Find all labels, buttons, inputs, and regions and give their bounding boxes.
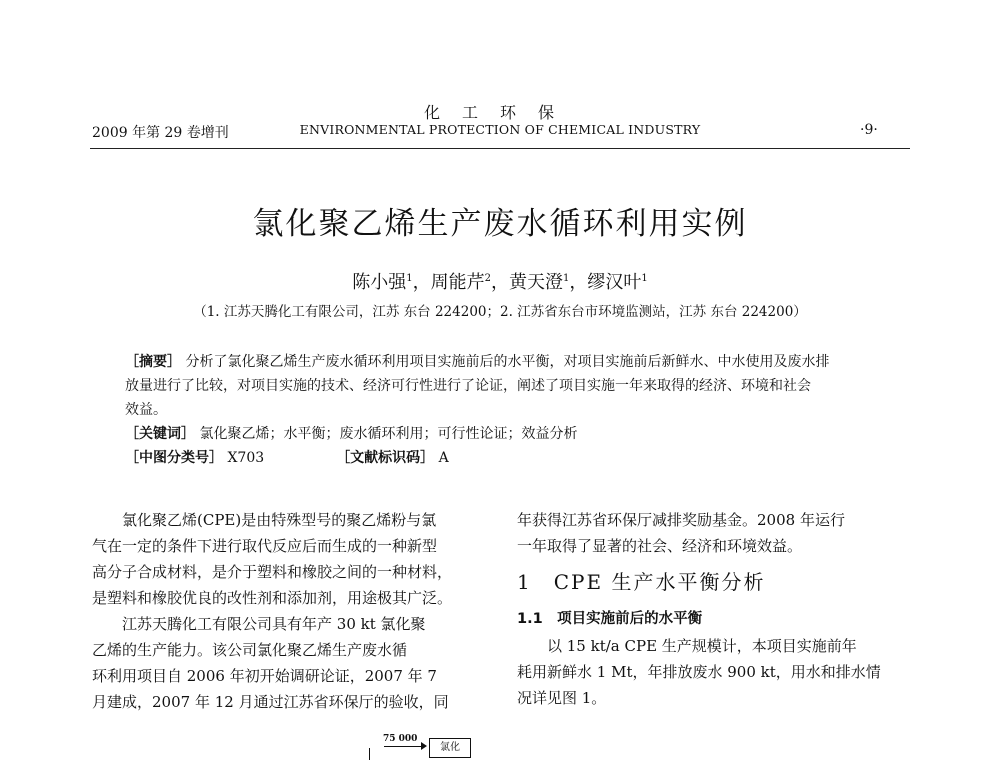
doc-code: A [438, 450, 449, 466]
keywords-line [125, 422, 885, 446]
page-number: ·9· [860, 122, 878, 138]
body-line: 江苏天腾化工有限公司具有年产 30 kt 氯化聚 [122, 615, 426, 633]
author-list: 陈小强$^1$，周能芹$^2$，黄天澄$^1$，缪汉叶$^1$ [352, 272, 648, 293]
body-line: 氯化聚乙烯(CPE)是由特殊型号的聚乙烯粉与氯 [122, 511, 437, 529]
body-line: 高分子合成材料，是介于塑料和橡胶之间的一种材料， [92, 563, 453, 581]
figure-flow-value: 75 000 [383, 734, 418, 744]
body-line: 环利用项目自 2006 年初开始调研论证，2007 年 7 [92, 667, 437, 685]
author-name: 周能芹 [430, 272, 485, 293]
issue-info: 2009 年第 29 卷增刊 [92, 125, 229, 141]
section-heading: 1 CPE 生产水平衡分析 [517, 570, 766, 594]
clc-code: X703 [227, 450, 265, 466]
journal-name-en: ENVIRONMENTAL PROTECTION OF CHEMICAL INDUSTRY [299, 122, 701, 137]
body-line: 况详见图 1。 [517, 689, 607, 707]
author-name: 缪汉叶 [587, 272, 642, 293]
arrow-right-icon [421, 742, 427, 750]
keywords: 氯化聚乙烯；水平衡；废水循环利用；可行性论证；效益分析 [199, 426, 578, 442]
author-name: 陈小强 [352, 272, 407, 293]
body-line: 以 15 kt/a CPE 生产规模计，本项目实施前年 [547, 637, 857, 655]
abstract-line: 效益。 [125, 402, 167, 418]
body-line: 一年取得了显著的社会、经济和环境效益。 [517, 537, 803, 555]
journal-name-cn: 化工环保 [423, 103, 576, 122]
article-title: 氯化聚乙烯生产废水循环利用实例 [252, 206, 748, 242]
body-line: 月建成，2007 年 12 月通过江苏省环保厅的验收，同 [92, 693, 449, 711]
author-affiliation-mark: 2 [484, 273, 491, 284]
subsection-heading: 1.1 项目实施前后的水平衡 [517, 611, 703, 627]
figure-connector-line [369, 748, 370, 760]
body-left-column [92, 507, 490, 715]
figure-arrow-line [384, 746, 424, 747]
abstract-text: 分析了氯化聚乙烯生产废水循环利用项目实施前后的水平衡，对项目实施前后新鲜水、中水使用及废水排 [185, 354, 830, 370]
abstract-line [125, 350, 885, 374]
body-line: 气在一定的条件下进行取代反应后而生成的一种新型 [92, 537, 438, 555]
author-affiliation-mark: 1 [563, 273, 570, 284]
header-rule [90, 148, 910, 149]
author-affiliation-mark: 1 [406, 273, 413, 284]
author-name: 黄天澄 [509, 272, 563, 293]
body-line: 乙烯的生产能力。该公司氯化聚乙烯生产废水循 [92, 641, 408, 659]
figure-process-box: 氯化 [429, 738, 471, 758]
body-line: 是塑料和橡胶优良的改性剂和添加剂，用途极其广泛。 [92, 589, 453, 607]
classification-line [125, 446, 885, 470]
doc-code-label: ［文献标识码］ [336, 450, 435, 466]
clc-label: ［中图分类号］ [125, 450, 223, 466]
body-right-column [517, 507, 912, 711]
abstract-block [125, 350, 885, 470]
body-line: 年获得江苏省环保厅减排奖励基金。2008 年运行 [517, 511, 845, 529]
affiliations: （1. 江苏天腾化工有限公司，江苏 东台 224200；2. 江苏省东台市环境监测站，江苏 东台 224200） [193, 304, 807, 320]
abstract-label: ［摘要］ [125, 354, 181, 370]
body-line: 耗用新鲜水 1 Mt，年排放废水 900 kt，用水和排水情 [517, 663, 881, 681]
keywords-label: ［关键词］ [125, 426, 195, 442]
author-affiliation-mark: 1 [641, 273, 648, 284]
abstract-line: 放量进行了比较，对项目实施的技术、经济可行性进行了论证，阐述了项目实施一年来取得的经济、环境和社会 [125, 378, 811, 394]
